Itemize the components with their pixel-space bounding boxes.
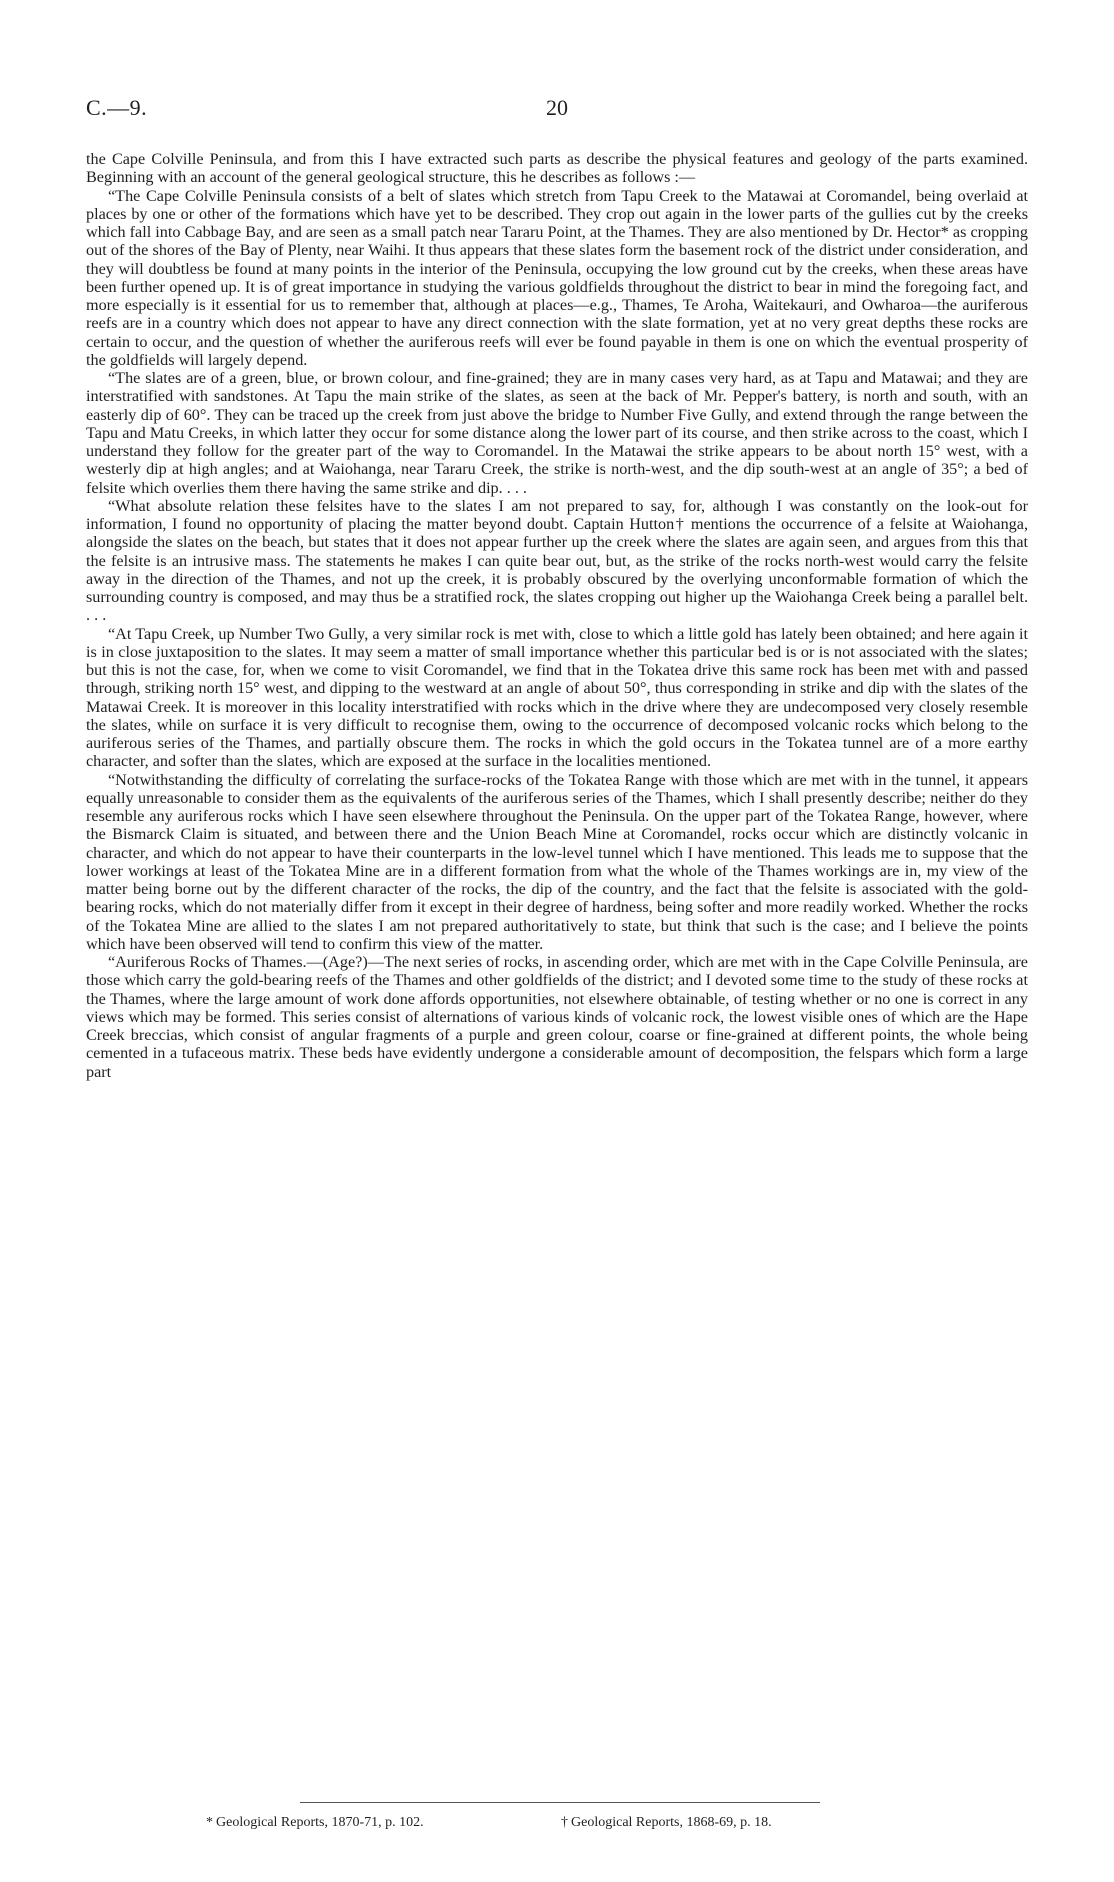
paragraph: “The Cape Colville Peninsula consists of a belt of slates which stretch from Tapu Creek to the Matawai at Coromandel, being overlaid at places by one or other of the formations which have yet to be described. They crop out again in the lower parts of the gullies cut by the creeks which fall into Cabbage Bay, and are seen as a small patch near Tararu Point, at the Thames. They are also mentioned by Dr. Hector* as cropping out of the shores of the Bay of Plenty, near Waihi. It thus appears that these slates form the basement rock of the district under consideration, and they will doubtless be found at many points in the interior of the Peninsula, occupying the low ground cut by the creeks, when these areas have been further opened up. It is of great importance in studying the various goldfields throughout the district to bear in mind the foregoing fact, and more especially is it essential for us to remember that, although at places—e.g., Thames, Te Aroha, Waitekauri, and Owharoa—the auriferous reefs are in a country which does not appear to have any direct connection with the slate formation, yet at no very great depths these rocks are certain to occur, and the question of whether the auriferous reefs will ever be found payable in them is one on which the eventual prosperity of the goldfields will largely depend. [86, 186, 1028, 369]
footnote-divider [300, 1802, 820, 1803]
footnote-mark: † [561, 1815, 568, 1830]
body-text [86, 150, 1028, 1081]
page-header [86, 95, 1028, 127]
paragraph: “Auriferous Rocks of Thames.—(Age?)—The next series of rocks, in ascending order, which are met with in the Cape Colville Peninsula, are those which carry the gold-bearing reefs of the Thames and other goldfields of the district; and I devoted some time to the study of these rocks at the Thames, where the large amount of work done affords opportunities, not elsewhere obtainable, of testing whether or no one is correct in any views which may be formed. This series consist of alternations of various kinds of volcanic rock, the lowest visible ones of which are the Hape Creek breccias, which consist of angular fragments of a purple and green colour, coarse or fine-grained at different points, the whole being cemented in a tufaceous matrix. These beds have evidently undergone a considerable amount of decomposition, the felspars which form a large part [86, 953, 1028, 1081]
paragraph: “Notwithstanding the difficulty of correlating the surface-rocks of the Tokatea Range with those which are met with in the tunnel, it appears equally unreasonable to consider them as the equivalents of the auriferous series of the Thames, which I shall presently describe; neither do they resemble any auriferous rocks which I have seen elsewhere throughout the Peninsula. On the upper part of the Tokatea Range, however, where the Bismarck Claim is situated, and between there and the Union Beach Mine at Coromandel, rocks occur which are distinctly volcanic in character, and which do not appear to have their counterparts in the low-level tunnel which I have mentioned. This leads me to suppose that the lower workings at least of the Tokatea Mine are in a different formation from what the whole of the Thames workings are in, my view of the matter being borne out by the different character of the rocks, the dip of the country, and the fact that the felsite is associated with the gold-bearing rocks, which do not materially differ from it except in their degree of hardness, being softer and more readily worked. Whether the rocks of the Tokatea Mine are allied to the slates I am not prepared authoritatively to state, but think that such is the case; and I believe the points which have been observed will tend to confirm this view of the matter. [86, 770, 1028, 953]
paragraph: “What absolute relation these felsites have to the slates I am not prepared to say, for, although I was constantly on the look-out for information, I found no opportunity of placing the matter beyond doubt. Captain Hutton† mentions the occurrence of a felsite at Waiohanga, alongside the slates on the beach, but states that it does not appear further up the creek where the slates are again seen, and argues from this that the felsite is an intrusive mass. The statements he makes I can quite bear out, but, as the strike of the rocks north-west would carry the felsite away in the direction of the Thames, and not up the creek, it is probably obscured by the overlying unconformable formation of which the surrounding country is composed, and may thus be a stratified rock, the slates cropping out higher up the Waiohanga Creek being a parallel belt. . . . [86, 496, 1028, 625]
footnote-mark: * [206, 1815, 213, 1830]
footnote-text: Geological Reports, 1870-71, p. 102. [216, 1815, 424, 1830]
paragraph: the Cape Colville Peninsula, and from this I have extracted such parts as describe the physical features and geology of the parts examined. Beginning with an account of the general geological structure, this he describes as follows :— [86, 150, 1028, 187]
document-code: C.—9. [86, 95, 148, 120]
footnote-text: Geological Reports, 1868-69, p. 18. [571, 1815, 772, 1830]
paragraph: “The slates are of a green, blue, or brown colour, and fine-grained; they are in many cases very hard, as at Tapu and Matawai; and they are interstratified with sandstones. At Tapu the main strike of the slates, as seen at the back of Mr. Pepper's battery, is north and south, with an easterly dip of 60°. They can be traced up the creek from just above the bridge to Number Five Gully, and extend through the range between the Tapu and Matu Creeks, in which latter they occur for some distance along the lower part of its course, and then strike across to the coast, which I understand they follow for the greater part of the way to Coromandel. In the Matawai the strike appears to be about north 15° west, with a westerly dip at high angles; and at Waiohanga, near Tararu Creek, the strike is north-west, and the dip south-west at an angle of 35°; a bed of felsite which overlies them there having the same strike and dip. . . . [86, 369, 1028, 497]
footnote [561, 1814, 772, 1832]
paragraph: “At Tapu Creek, up Number Two Gully, a very similar rock is met with, close to which a little gold has lately been obtained; and here again it is in close juxtaposition to the slates. It may seem a matter of small importance whether this particular bed is or is not associated with the slates; but this is not the case, for, when we come to visit Coromandel, we find that in the Tokatea drive this same rock has been met with and passed through, striking north 15° west, and dipping to the westward at an angle of about 50°, thus corresponding in strike and dip with the slates of the Matawai Creek. It is moreover in this locality interstratified with rocks which in the drive where they are undecomposed very closely resemble the slates, while on surface it is very difficult to recognise them, owing to the occurrence of decomposed volcanic rocks which belong to the auriferous series of the Thames, and partially obscure them. The rocks in which the gold occurs in the Tokatea tunnel are of a more earthy character, and softer than the slates, which are exposed at the surface in the localities mentioned. [86, 624, 1028, 771]
footnote [206, 1814, 424, 1832]
page-number: 20 [546, 95, 568, 120]
